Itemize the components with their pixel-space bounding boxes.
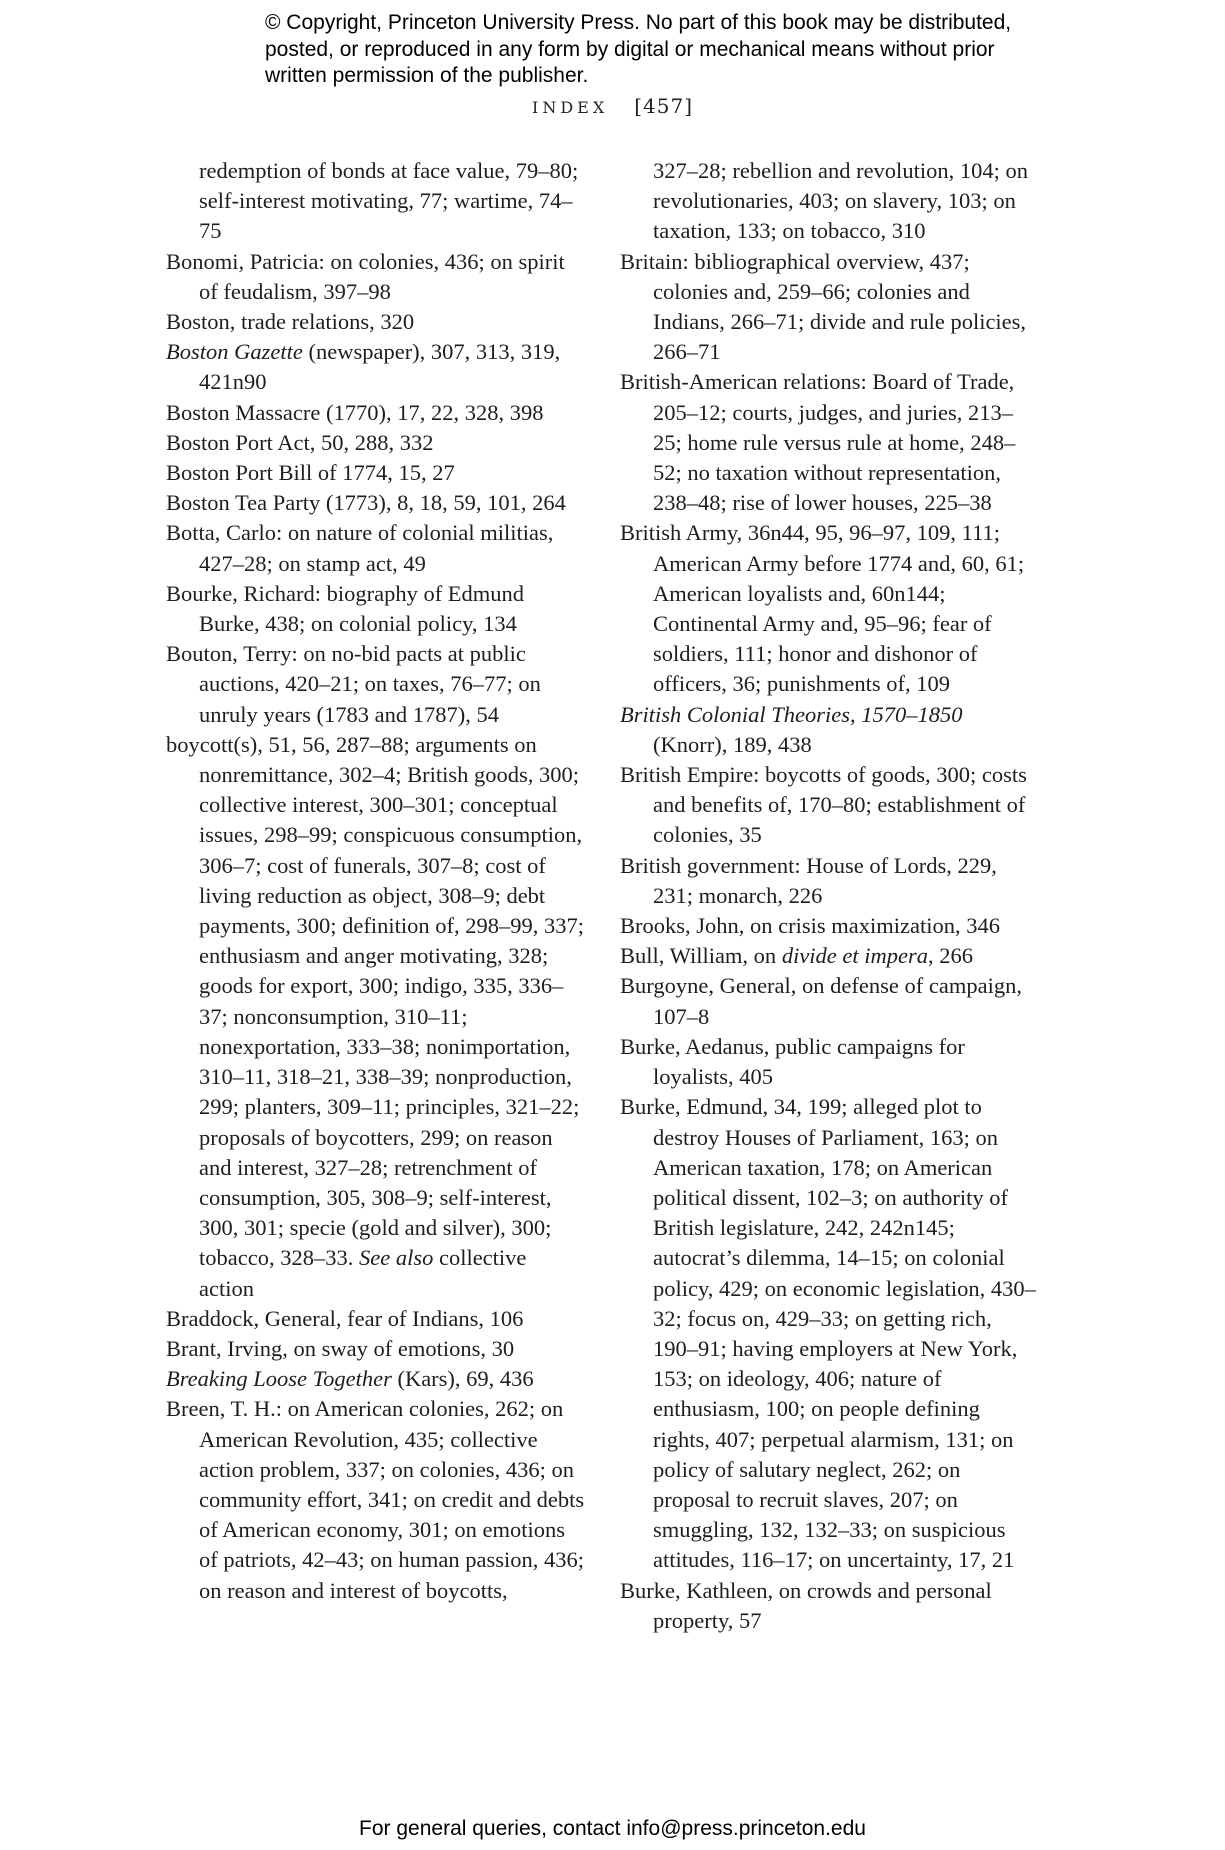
index-entry-text: Bouton, Terry: on no-bid pacts at public auctions, 420–21; on taxes, 76–77; on unruly years (1783 and 1787), 54 [166,641,541,727]
index-entry [166,1394,586,1605]
index-entry-text: Boston Port Bill of 1774, 15, 27 [166,460,455,486]
index-entry [620,367,1040,518]
index-entry [166,428,586,458]
index-entry [620,518,1040,699]
index-entry [620,247,1040,368]
index-entry-text: Brant, Irving, on sway of emotions, 30 [166,1335,515,1361]
index-entry-text: Bonomi, Patricia: on colonies, 436; on spirit of feudalism, 397–98 [166,248,565,304]
index-entry [620,1032,1040,1092]
index-entry-text: Boston Massacre (1770), 17, 22, 328, 398 [166,399,544,425]
copyright-notice: © Copyright, Princeton University Press. No part of this book may be distributed, posted, or reproduced in any form by digital or mechanical means without prior written permission of the publisher. [265,11,1012,87]
index-entry-text: Bull, William, on [620,943,782,969]
index-entry-text: Britain: bibliographical overview, 437; colonies and, 259–66; colonies and Indians, 266–71; divide and rule policies, 266–71 [620,248,1027,365]
index-entry-italic-title: British Colonial Theories, 1570–1850 [620,701,963,727]
index-entry [166,1304,586,1334]
index-entry-text: 327–28; rebellion and revolution, 104; on revolutionaries, 403; on slavery, 103; on taxation, 133; on tobacco, 310 [653,158,1028,244]
index-entry-text-tail: collective action [199,1245,527,1301]
index-entry [620,700,1040,760]
index-entry [620,1576,1040,1636]
index-entry [166,307,586,337]
index-entry [620,156,1040,247]
index-entry [166,398,586,428]
index-entry-text: Burke, Edmund, 34, 199; alleged plot to destroy Houses of Parliament, 163; on American taxation, 178; on American political dissent, 102–3; on authority of British legislature, 242, 242n145; autocrat’s dilemma, 14–15; on colonial policy, 429; on economic legislation, 430–32; focus on, 429–33; on getting rich, 190–91; having employers at New York, 153; on ideology, 406; nature of enthusiasm, 100; on people defining rights, 407; perpetual alarmism, 131; on policy of salutary neglect, 262; on proposal to recruit slaves, 207; on smuggling, 132, 132–33; on suspicious attitudes, 116–17; on uncertainty, 17, 21 [620,1094,1036,1573]
index-entry [166,488,586,518]
index-entry [620,941,1040,971]
footer-contact: For general queries, contact info@press.princeton.edu [359,1817,866,1840]
index-entry [166,579,586,639]
page-number: [457] [634,94,693,118]
index-entry [620,971,1040,1031]
index-entry-italic-text: See also [353,1245,434,1271]
index-entry [166,337,586,397]
index-entry-text: Boston Port Act, 50, 288, 332 [166,429,434,455]
index-entry [620,851,1040,911]
index-entry-text: Bourke, Richard: biography of Edmund Burke, 438; on colonial policy, 134 [166,580,525,637]
index-entry [620,760,1040,851]
index-entry [166,639,586,730]
index-entry-text: Braddock, General, fear of Indians, 106 [166,1305,524,1331]
index-entry-text: (newspaper), 307, 313, 319, 421n90 [199,339,561,395]
index-entry-text: Boston, trade relations, 320 [166,309,415,335]
index-entry-text: Burgoyne, General, on defense of campaign, 107–8 [620,973,1022,1029]
index-entry [620,1092,1040,1575]
index-entry-text: British government: House of Lords, 229, 231; monarch, 226 [620,852,997,908]
running-head [0,94,1225,118]
index-entry [166,247,586,307]
running-head-title: INDEX [532,98,609,117]
index-entry [166,156,586,247]
index-entry-text: (Kars), 69, 436 [391,1366,534,1392]
index-entry-italic-text: divide et impera [781,943,929,969]
index-entry-italic-title: Boston Gazette [166,339,303,365]
index-entry-text: Breen, T. H.: on American colonies, 262; on American Revolution, 435; collective action problem, 337; on colonies, 436; on community effort, 341; on credit and debts of American economy, 301; on emotions of patriots, 42–43; on human passion, 436; on reason and interest of boycotts, [166,1396,585,1603]
index-entry [166,518,586,578]
index-entry-text: Botta, Carlo: on nature of colonial militias, 427–28; on stamp act, 49 [166,520,554,576]
index-entry [166,458,586,488]
index-entry-text: redemption of bonds at face value, 79–80; self-interest motivating, 77; wartime, 74–75 [199,158,579,244]
index-entry [166,1364,586,1394]
index-entry-text-tail: , 266 [928,943,974,969]
index-entry [166,730,586,1304]
index-column-left [166,156,586,1606]
index-entry-italic-title: Breaking Loose Together [166,1366,392,1392]
index-entry [620,911,1040,941]
index-entry-text: boycott(s), 51, 56, 287–88; arguments on nonremittance, 302–4; British goods, 300; collective interest, 300–301; conceptual issues, 298–99; conspicuous consumption, 306–7; cost of funerals, 307–8; cost of living reduction as object, 308–9; debt payments, 300; definition of, 298–99, 337; enthusiasm and anger motivating, 328; goods for export, 300; indigo, 335, 336–37; nonconsumption, 310–11; nonexportation, 333–38; nonimportation, 310–11, 318–21, 338–39; nonproduction, 299; planters, 309–11; principles, 321–22; proposals of boycotters, 299; on reason and interest, 327–28; retrenchment of consumption, 305, 308–9; self-interest, 300, 301; specie (gold and silver), 300; tobacco, 328–33. [166,731,584,1271]
index-entry-text: British Empire: boycotts of goods, 300; costs and benefits of, 170–80; establishment of colonies, 35 [620,762,1027,848]
index-entry-text: Burke, Aedanus, public campaigns for loyalists, 405 [620,1033,965,1090]
index-entry-text: (Knorr), 189, 438 [653,731,812,757]
index-entry-text: Boston Tea Party (1773), 8, 18, 59, 101, 264 [166,490,566,516]
index-entry [166,1334,586,1364]
index-entry-text: British Army, 36n44, 95, 96–97, 109, 111; American Army before 1774 and, 60, 61; American loyalists and, 60n144; Continental Army and, 95–96; fear of soldiers, 111; honor and dishonor of officers, 36; punishments of, 109 [620,520,1025,697]
index-entry-text: Brooks, John, on crisis maximization, 346 [620,913,1000,939]
index-entry-text: British-American relations: Board of Trade, 205–12; courts, judges, and juries, 213–25; home rule versus rule at home, 248–52; no taxation without representation, 238–48; rise of lower houses, 225–38 [620,369,1016,516]
index-entry-text: Burke, Kathleen, on crowds and personal property, 57 [620,1577,992,1633]
index-column-right [620,156,1040,1636]
